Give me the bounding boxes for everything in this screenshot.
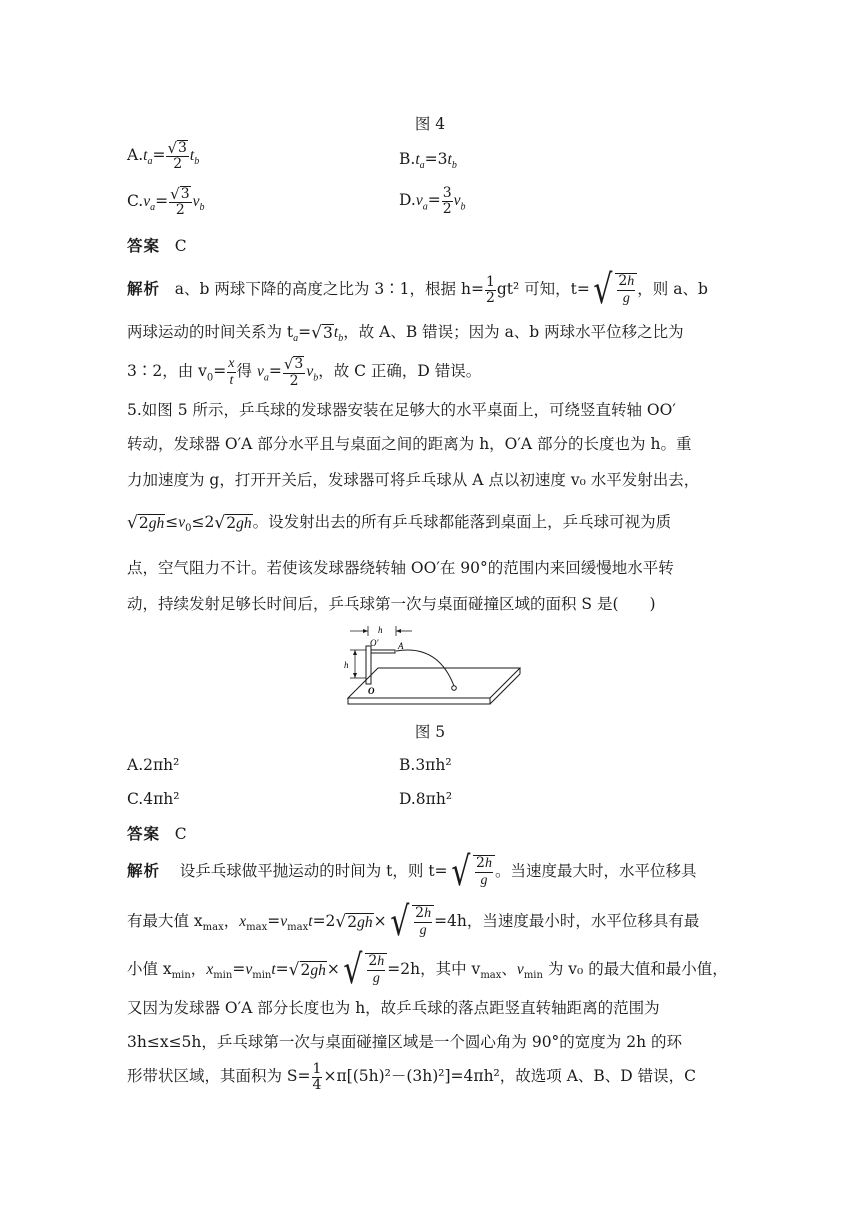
q5-analysis-line1: 解析 设乒乓球做平抛运动的时间为 t，则 t=√ $\frac{2h}{g}$ 。当速度最大时，水平位移具 — [127, 849, 697, 895]
q5-option-d: D.8πh² — [399, 790, 453, 808]
figure5-diagram — [340, 622, 524, 710]
q4-option-a: $A.t_a=$ $\frac{√3}{2}$ $t_b$ — [127, 138, 200, 173]
q4-analysis-line2: 两球运动的时间关系为 $t_a=√3t_b$，故 A、B 错误；因为 a、b 两球水平位移之比为 — [127, 322, 684, 345]
q4-option-c: $C.v_a=$ $\frac{√3}{2}$ $v_b$ — [127, 184, 205, 219]
fig-label-o-prime: O′ — [370, 638, 379, 648]
q5-line2: 转动，发球器 O′A 部分水平且与桌面之间的距离为 h，O′A 部分的长度也为 h。重 — [127, 435, 692, 453]
q5-analysis-line6: 形带状区域，其面积为 S= $\frac{1}{4}$ ×π[(5h)²－(3h)²]=4πh²，故选项 A、B、D 错误，C — [127, 1061, 696, 1093]
q5-line3: 力加速度为 g，打开开关后，发球器可将乒乓球从 A 点以初速度 v₀ 水平发射出去， — [127, 471, 700, 489]
fig-label-h-top: h — [378, 625, 383, 635]
q5-answer: 答案 C — [127, 825, 187, 843]
fig-label-h-side: h — [344, 660, 349, 670]
q4-option-d: $D.v_a=$ $\frac{3}{2}$ $v_b$ — [399, 185, 466, 217]
q4-option-b: $B.t_a=3t_b$ — [399, 150, 457, 172]
q5-analysis-line5: 3h≤x≤5h，乒乓球第一次与桌面碰撞区域是一个圆心角为 90°的宽度为 2h 的环 — [127, 1033, 683, 1051]
q5-analysis-line3: 小值 $x_{min}$，$x_{min}=v_{min}t=√2gh\times√$ $\frac{2h}{g}$ =2h，其中 $v_{max}$、$v_{min}$ 为 v₀ 的最大值和最小值， — [127, 947, 728, 993]
q5-option-a: A.2πh² — [127, 756, 180, 774]
q5-analysis-line4: 又因为发球器 O′A 部分长度也为 h，故乒乓球的落点距竖直转轴距离的范围为 — [127, 999, 660, 1017]
q4-analysis-line3: 3∶2，由 $v_0=$ $\frac{x}{t}$ 得 $v_a=$ $\frac{√3}{2}$ $v_b$，故 C 正确，D 错误。 — [127, 354, 482, 389]
figure4-caption: 图 4 — [414, 115, 446, 133]
q4-answer: 答案 C — [127, 237, 187, 255]
q5-line6: 动，持续发射足够长时间后，乒乓球第一次与桌面碰撞区域的面积 S 是( ) — [127, 595, 656, 613]
figure5-caption: 图 5 — [414, 723, 446, 741]
fig-label-a: A — [398, 641, 404, 651]
q5-line5: 点，空气阻力不计。若使该发球器绕转轴 OO′在 90°的范围内来回缓慢地水平转 — [127, 559, 674, 577]
q4-analysis-line1: 解析 a、b 两球下降的高度之比为 3∶1，根据 h= $\frac{1}{2}$ gt² 可知，t=√ $\frac{2h}{g}$ ，则 a、b — [127, 267, 708, 313]
q5-option-c: C.4πh² — [127, 790, 180, 808]
q5-option-b: B.3πh² — [399, 756, 452, 774]
q5-line1: 5.如图 5 所示，乒乓球的发球器安装在足够大的水平桌面上，可绕竖直转轴 OO′ — [127, 401, 676, 419]
fig-label-o: O — [368, 686, 375, 696]
q5-line4: $√2gh\le v_0\le 2√2gh$。设发射出去的所有乒乓球都能落到桌面上，乒乓球可视为质 — [127, 512, 672, 535]
q5-analysis-line2: 有最大值 $x_{max}$，$x_{max}=v_{max}t=2√2gh\times√$ $\frac{2h}{g}$ =4h，当速度最小时，水平位移具有最 — [127, 899, 700, 945]
